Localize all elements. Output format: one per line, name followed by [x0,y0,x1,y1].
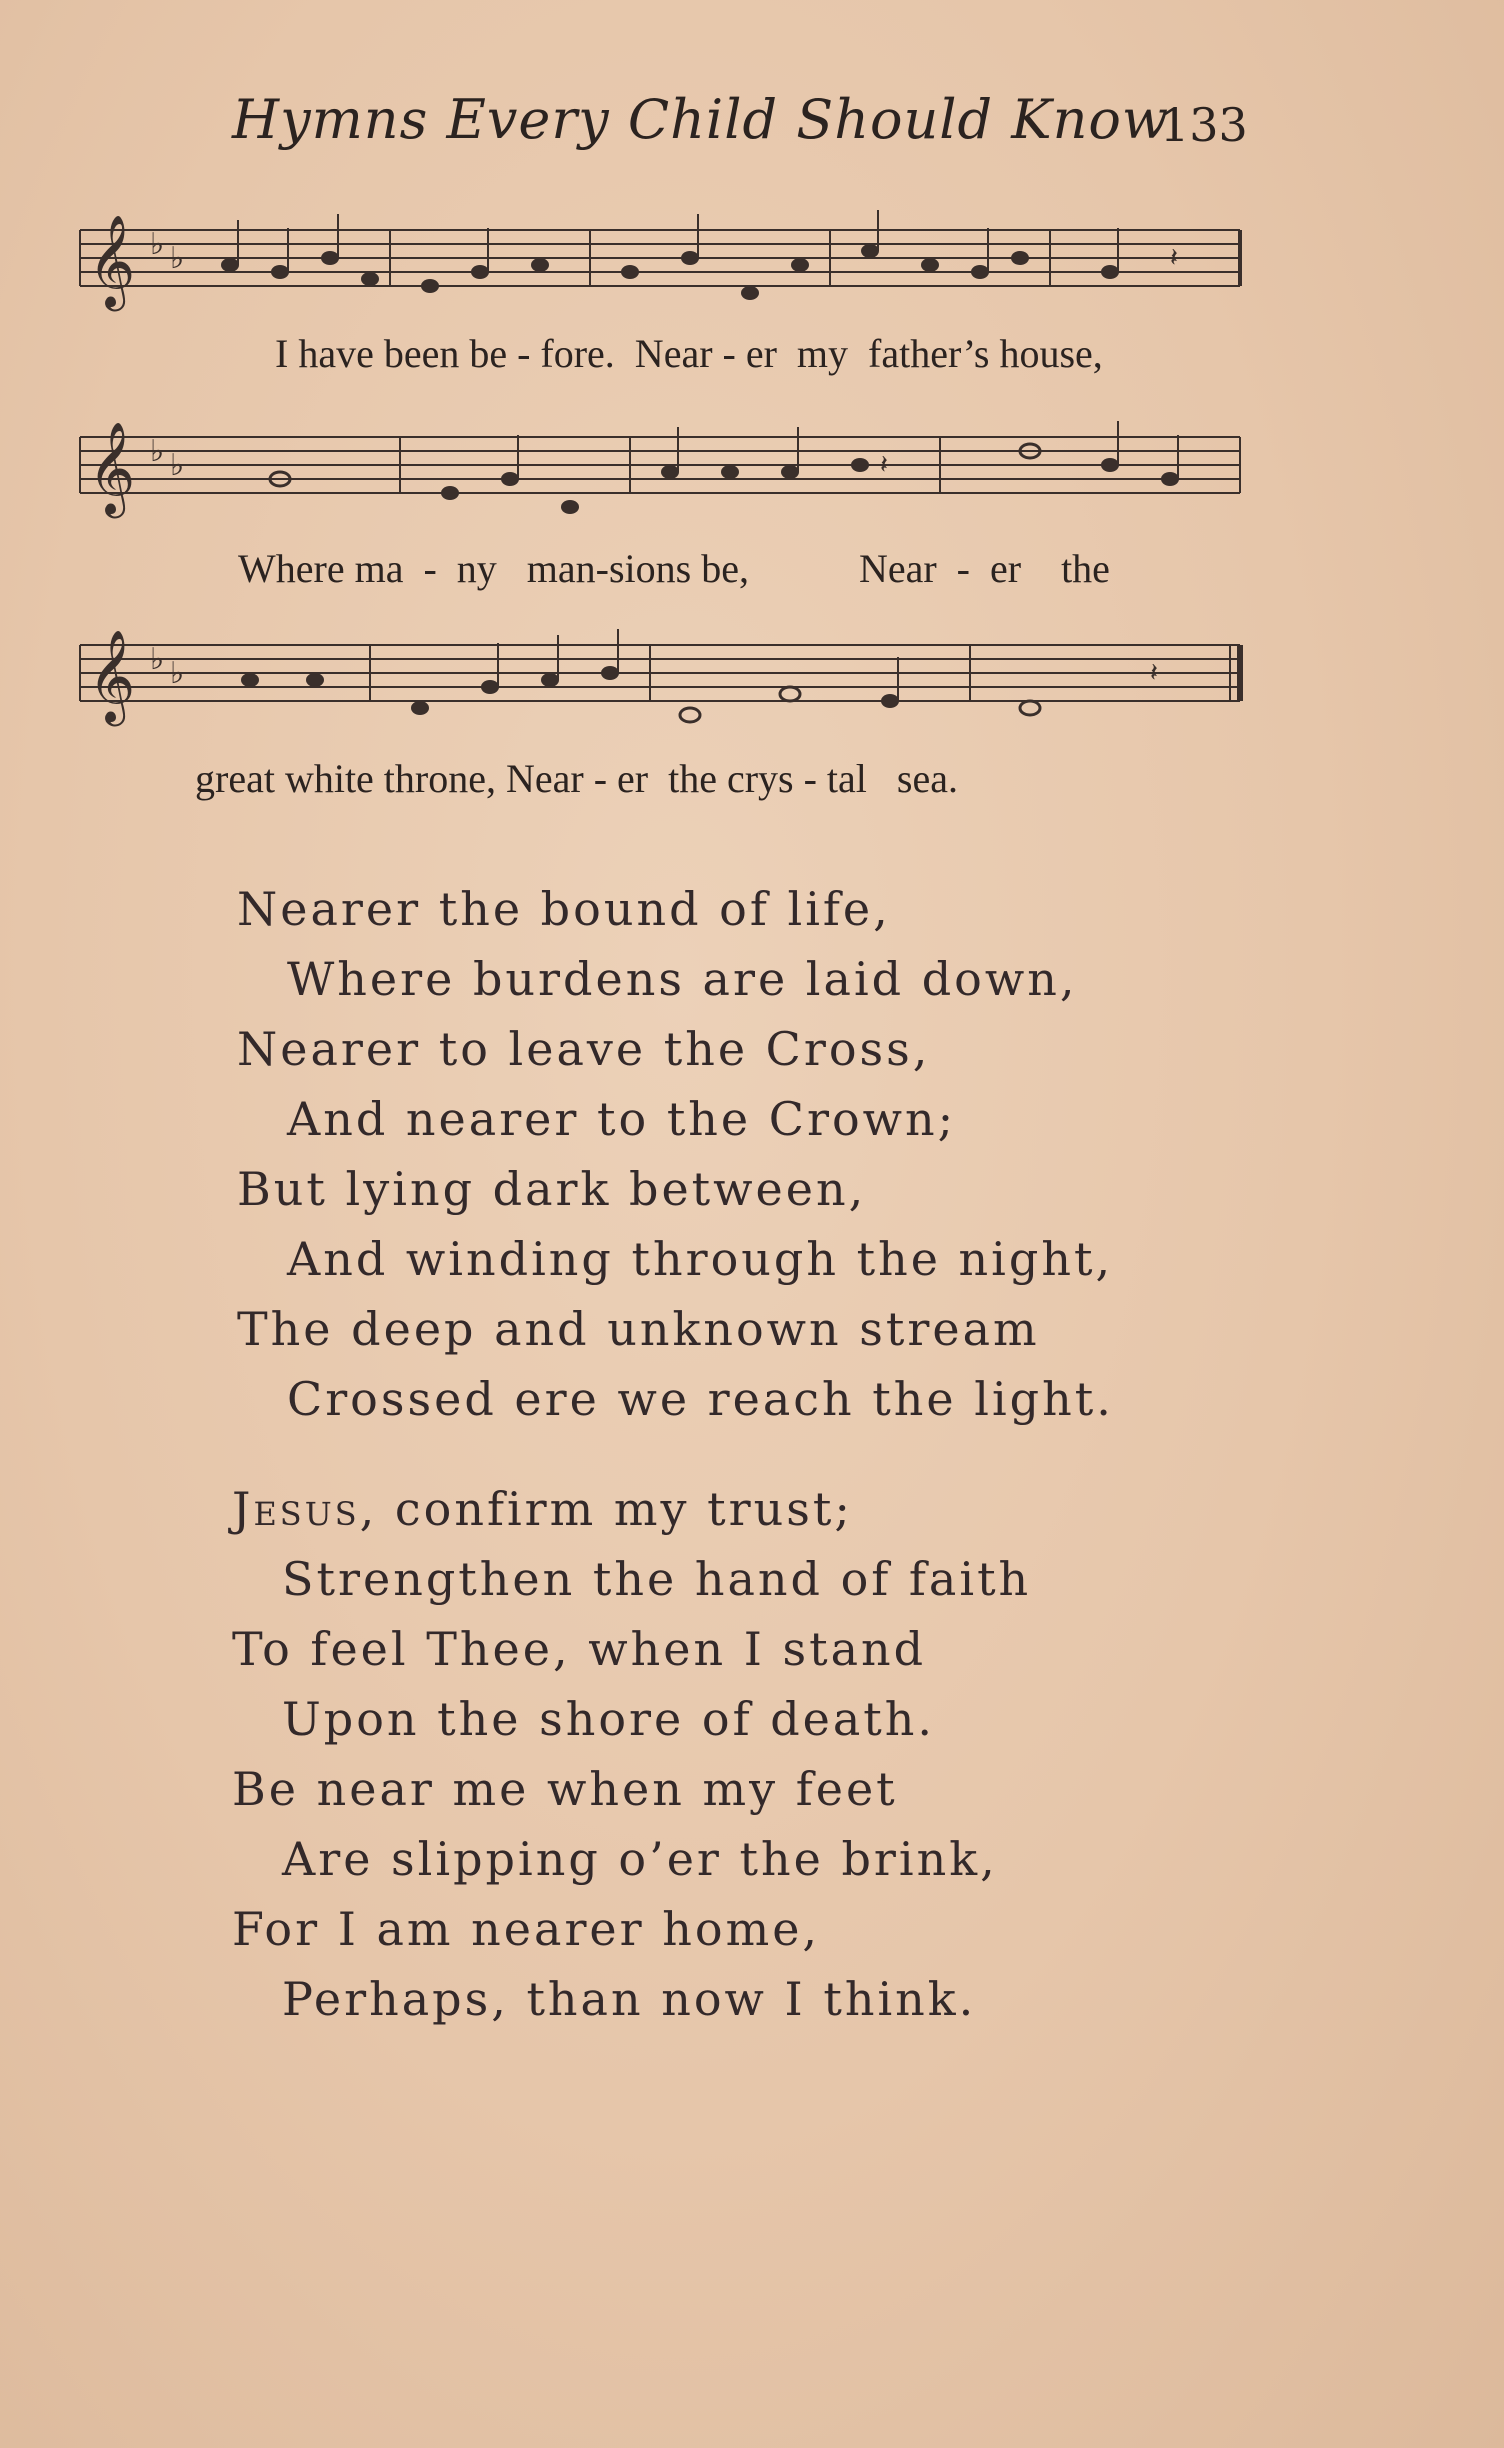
svg-text:𝄞: 𝄞 [88,629,136,722]
verse-line: But lying dark between, [237,1162,867,1216]
verse-line: Strengthen the hand of faith [282,1552,1032,1606]
page-header [0,88,1504,178]
verse-line: To feel Thee, when I stand [232,1622,927,1676]
svg-text:𝄽: 𝄽 [1150,658,1158,688]
staff-1-notation [70,200,1250,320]
verse-first-word: Jesus, [232,1482,378,1536]
verse-line: And nearer to the Crown; [287,1092,957,1146]
staff-2-notation [70,405,1250,535]
verse-line: Jesus, confirm my trust; [232,1482,853,1536]
verse-line: Crossed ere we reach the light. [287,1372,1114,1426]
svg-text:𝄽: 𝄽 [880,450,888,480]
verse-line: Be near me when my feet [232,1762,898,1816]
svg-text:♭: ♭ [150,434,165,469]
verse-line: Nearer the bound of life, [237,882,891,936]
svg-text:♭: ♭ [150,227,165,262]
staff-3-notation [70,615,1250,745]
music-staff-2 [70,405,1250,595]
lyrics-line-1: I have been be - fore. Near - er my father’s house, [275,331,1103,376]
svg-text:♭: ♭ [150,642,165,677]
svg-text:𝄞: 𝄞 [88,214,136,307]
svg-text:𝄞: 𝄞 [88,421,136,514]
svg-text:𝄽: 𝄽 [1170,243,1178,273]
page-number: 133 [1160,98,1248,152]
lyrics-line-3: great white throne, Near - er the crys - tal sea. [195,756,958,801]
verse-line: Where burdens are laid down, [287,952,1078,1006]
verse-line: Perhaps, than now I think. [282,1972,977,2026]
verse-line: Are slipping o’er the brink, [282,1832,998,1886]
verse-line: Upon the shore of death. [282,1692,936,1746]
svg-text:♭: ♭ [170,241,185,276]
verse-line: And winding through the night, [287,1232,1114,1286]
svg-text:♭: ♭ [170,656,185,691]
verse-line: Nearer to leave the Cross, [237,1022,931,1076]
music-staff-3 [70,615,1250,805]
running-title: Hymns Every Child Should Know [232,88,1170,151]
music-staff-1 [70,200,1250,380]
verse-line: The deep and unknown stream [237,1302,1040,1356]
verse-line: For I am nearer home, [232,1902,821,1956]
svg-text:♭: ♭ [170,448,185,483]
lyrics-line-2: Where ma - ny man-sions be, Near - er the [238,546,1110,591]
